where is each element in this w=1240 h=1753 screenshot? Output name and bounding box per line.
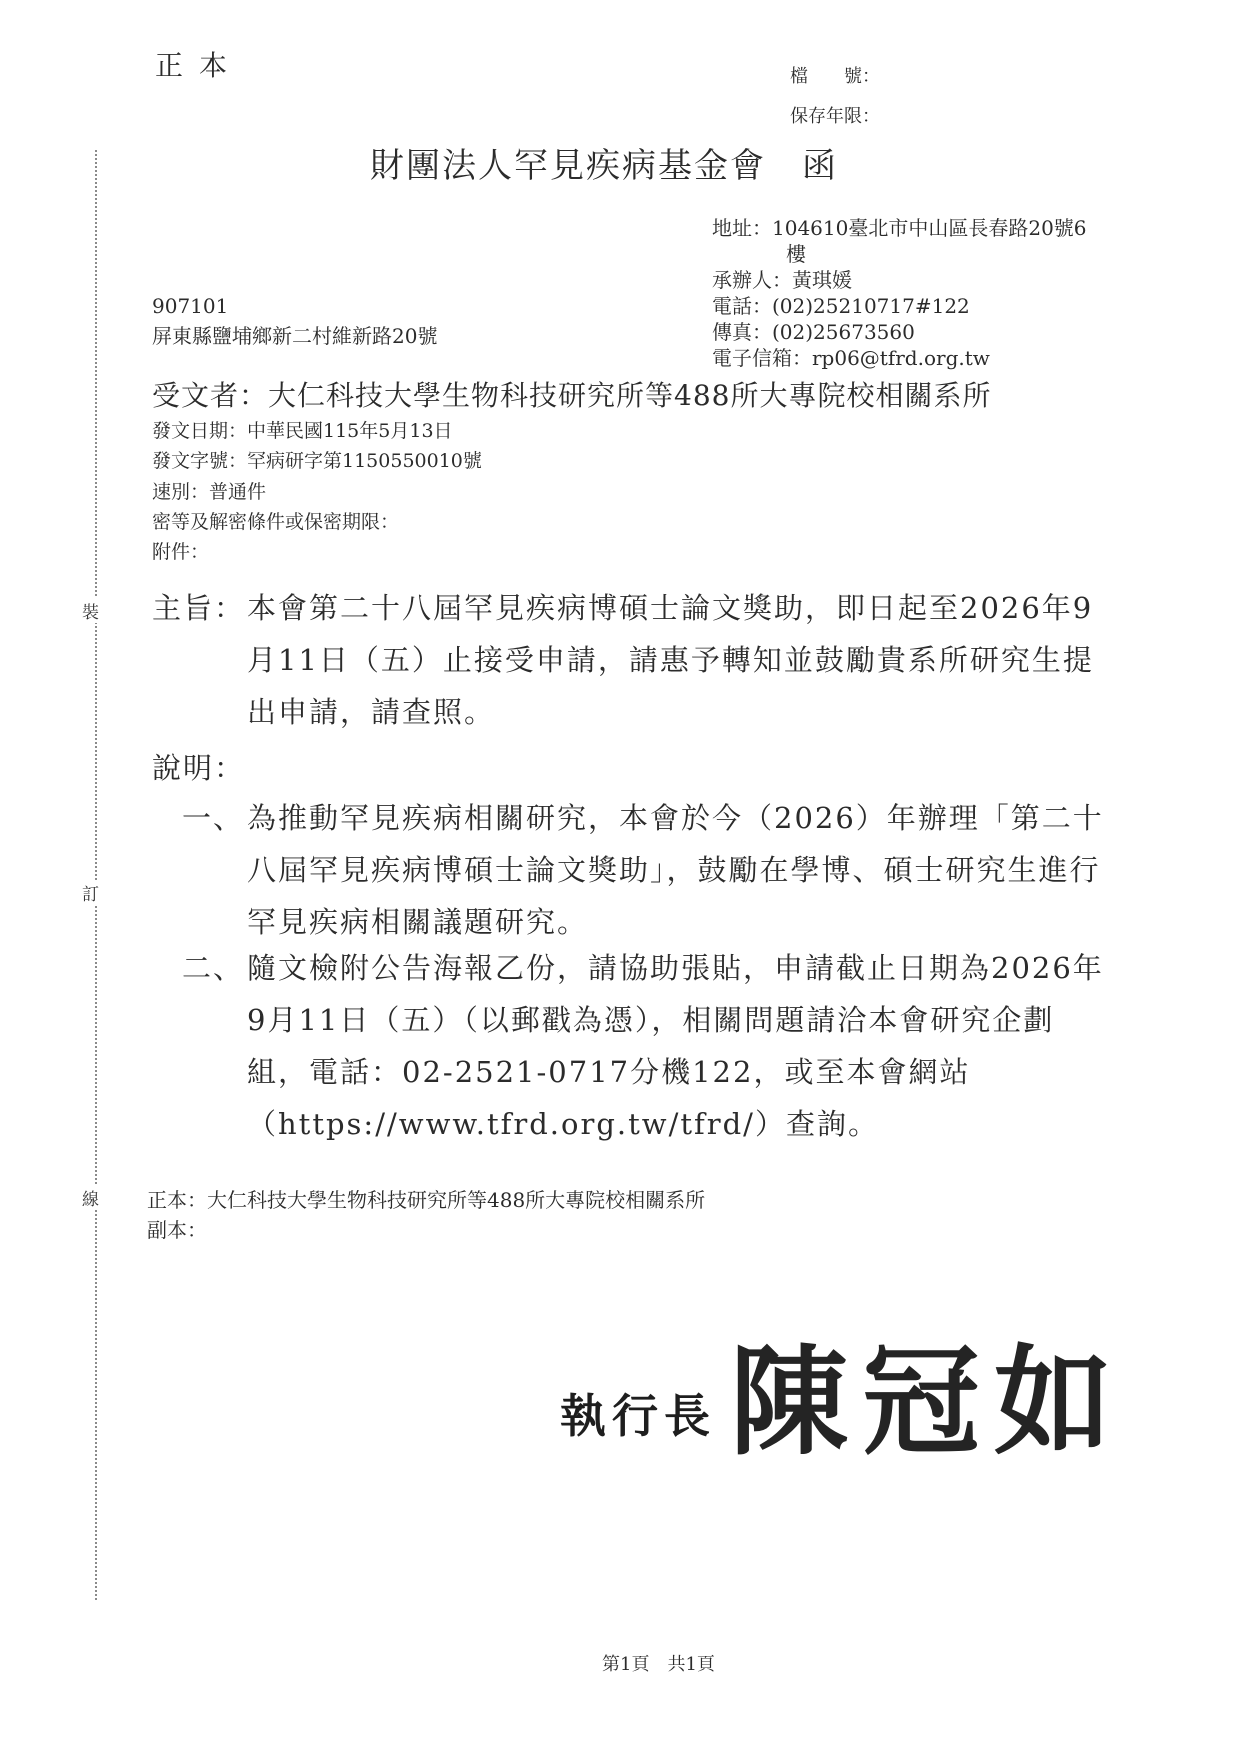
signer-title: 執行長 — [560, 1389, 716, 1443]
subject-text: 本會第二十八屆罕見疾病博碩士論文獎助，即日起至2026年9月11日（五）止接受申請，請惠予轉知並鼓勵貴系所研究生提出申請，請查照。 — [247, 591, 1094, 729]
binding-mark: 線 — [82, 1185, 99, 1210]
explanation-item-number: 一、 — [182, 801, 245, 835]
sender-fax: 傳真：(02)25673560 — [712, 320, 915, 344]
copy-distribution: 副本： — [147, 1218, 207, 1242]
explanation-label: 說明： — [152, 751, 246, 785]
file-number-label: 檔 號： — [790, 66, 880, 87]
subject-label: 主旨： — [152, 591, 246, 625]
page-number: 第1頁 共1頁 — [602, 1654, 715, 1675]
sender-phone: 電話：(02)25210717#122 — [712, 294, 970, 318]
sender-address-cont: 樓 — [786, 242, 806, 266]
document-number: 發文字號：罕病研字第1150550010號 — [152, 450, 482, 472]
sender-email: 電子信箱：rp06@tfrd.org.tw — [712, 346, 990, 370]
signature-seal — [730, 1325, 1240, 1469]
signature-graphic — [730, 1325, 1240, 1465]
explanation-item-text: 為推動罕見疾病相關研究，本會於今（2026）年辦理「第二十八屆罕見疾病博碩士論文獎助」，鼓勵在學博、碩士研究生進行罕見疾病相關議題研究。 — [247, 801, 1104, 939]
recipient-address: 屏東縣鹽埔鄉新二村維新路20號 — [152, 324, 438, 348]
attachment-label: 附件： — [152, 541, 210, 563]
receiver-line: 受文者：大仁科技大學生物科技研究所等488所大專院校相關系所 — [152, 379, 992, 412]
recipient-zip: 907101 — [152, 294, 229, 318]
explanation-item-number: 二、 — [182, 951, 245, 985]
delivery-speed: 速別：普通件 — [152, 481, 267, 503]
signer-name: 陳冠如 — [730, 1332, 1127, 1465]
sender-contact: 承辦人：黃琪媛 — [712, 268, 852, 292]
secrecy-level: 密等及解密條件或保密期限： — [152, 511, 400, 533]
org-name: 財團法人罕見疾病基金會 — [370, 146, 766, 186]
original-distribution: 正本：大仁科技大學生物科技研究所等488所大專院校相關系所 — [147, 1188, 706, 1212]
binding-line — [95, 150, 97, 1600]
explanation-item-text: 隨文檢附公告海報乙份，請協助張貼，申請截止日期為2026年9月11日（五）（以郵戳為憑），相關問題請洽本會研究企劃組，電話：02-2521-0717分機122，或至本會網站（https://www.tfrd.org.tw/tfrd/）查詢。 — [247, 951, 1104, 1141]
binding-mark: 裝 — [82, 598, 99, 623]
binding-mark: 訂 — [82, 880, 99, 905]
doc-type: 函 — [802, 146, 838, 186]
document-title — [370, 138, 838, 187]
original-copy-stamp: 正本 — [155, 49, 244, 82]
issue-date: 發文日期：中華民國115年5月13日 — [152, 420, 453, 442]
retention-period-label: 保存年限： — [790, 106, 880, 127]
sender-address: 地址：104610臺北市中山區長春路20號6 — [712, 216, 1087, 240]
